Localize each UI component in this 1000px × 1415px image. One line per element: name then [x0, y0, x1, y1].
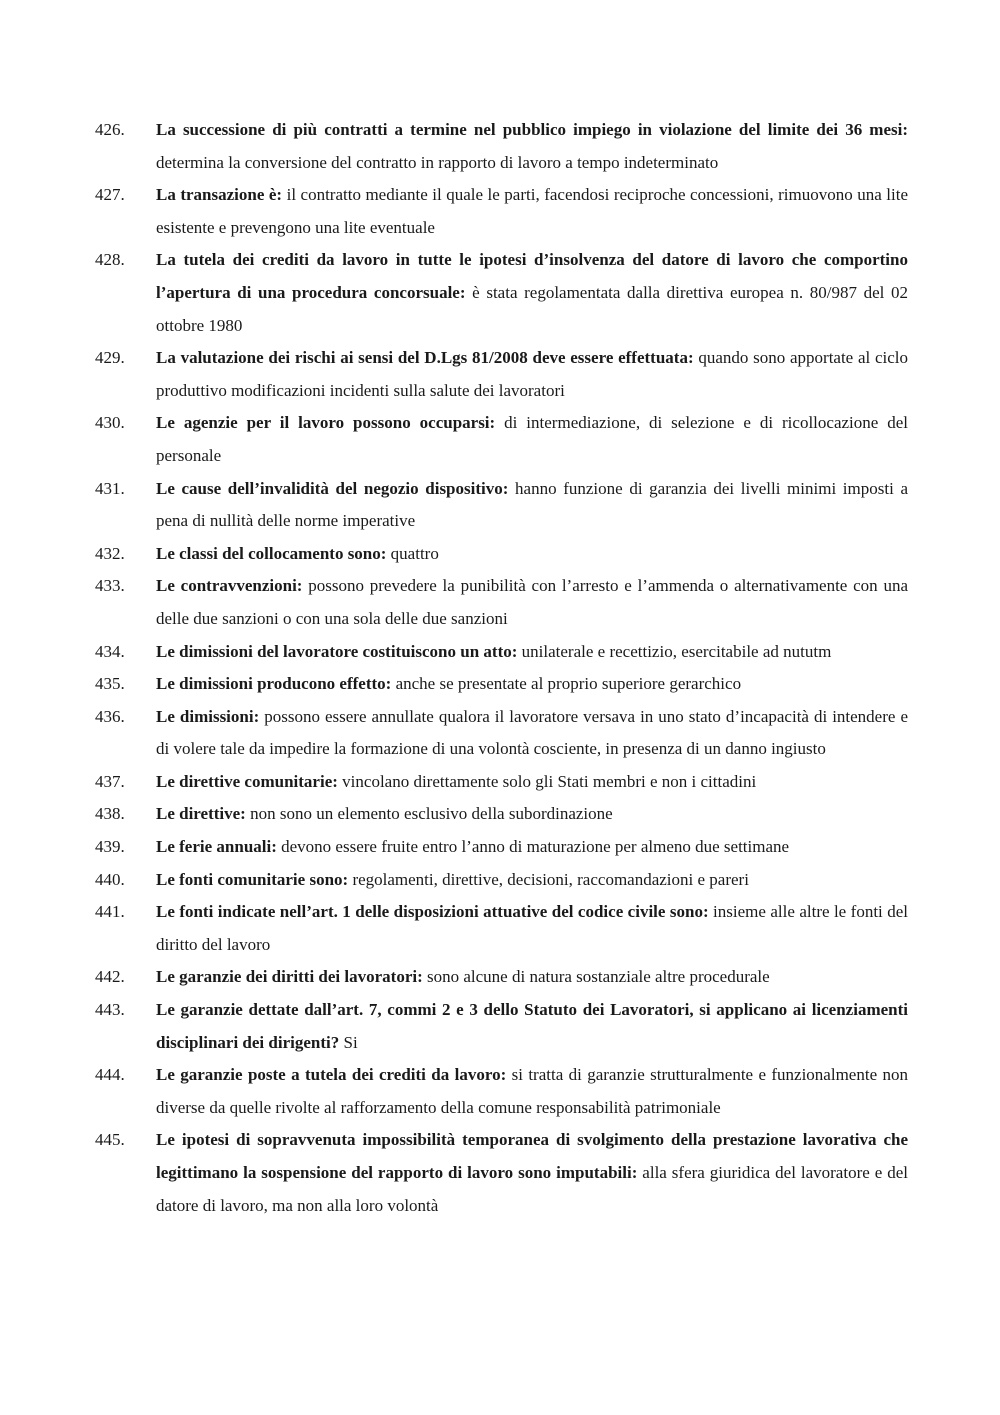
- item-question: Le garanzie poste a tutela dei crediti da lavoro:: [156, 1065, 507, 1085]
- item-number: 445.: [95, 1130, 125, 1150]
- item-number: 442.: [95, 967, 125, 987]
- item-number: 438.: [95, 804, 125, 824]
- item-question: Le garanzie dettate dall’art. 7, commi 2 e 3 dello Statuto dei Lavoratori, si applicano ai licenziamenti disciplinari dei dirigenti?: [156, 1000, 908, 1052]
- list-item: [0, 1059, 908, 1124]
- item-answer: devono essere fruite entro l’anno di maturazione per almeno due settimane: [276, 837, 790, 857]
- item-number: 432.: [95, 543, 125, 563]
- item-answer: possono prevedere la punibilità con l’arresto e l’ammenda o alternativamente con una delle due sanzioni o con una sola delle due sanzioni: [156, 576, 908, 628]
- item-answer: il contratto mediante il quale le parti, facendosi reciproche concessioni, rimuovono una lite esistente e prevengono una lite eventuale: [156, 185, 908, 237]
- item-question: Le ferie annuali:: [156, 837, 277, 857]
- item-answer: non sono un elemento esclusivo della subordinazione: [245, 804, 613, 824]
- item-answer: è stata regolamentata dalla direttiva europea n. 80/987 del 02 ottobre 1980: [156, 282, 909, 335]
- item-answer: quando sono apportate al ciclo produttivo modificazioni incidenti sulla salute dei lavoratori: [156, 348, 909, 400]
- list-item: [0, 864, 908, 897]
- item-answer: anche se presentate al proprio superiore gerarchico: [391, 674, 742, 694]
- item-number: 430.: [95, 413, 125, 433]
- list-item: [0, 570, 908, 635]
- item-number: 428.: [95, 250, 125, 270]
- item-answer: unilaterale e recettizio, esercitabile ad nututm: [517, 641, 832, 661]
- item-answer: vincolano direttamente solo gli Stati membri e non i cittadini: [337, 771, 757, 791]
- list-item: [0, 701, 908, 766]
- item-question: Le dimissioni del lavoratore costituiscono un atto:: [156, 641, 518, 661]
- list-item: [0, 407, 908, 472]
- item-question: Le fonti comunitarie sono:: [156, 869, 349, 889]
- item-question: Le garanzie dei diritti dei lavoratori:: [156, 967, 423, 987]
- item-number: 426.: [95, 120, 125, 139]
- item-number: 429.: [95, 348, 125, 368]
- item-question: La transazione è:: [156, 185, 283, 205]
- list-item: [0, 896, 908, 961]
- item-answer: alla sfera giuridica del lavoratore e del datore di lavoro, ma non alla loro volontà: [156, 1163, 908, 1215]
- list-item: [0, 244, 908, 342]
- list-item: [0, 994, 908, 1059]
- list-item: [0, 766, 908, 799]
- list-item: [0, 179, 908, 244]
- item-answer: possono essere annullate qualora il lavoratore versava in uno stato d’incapacità di intendere e di volere tale da impedire la formazione di una volontà cosciente, in presenza di un danno ingiusto: [156, 706, 908, 759]
- item-answer: insieme alle altre le fonti del diritto del lavoro: [156, 902, 908, 954]
- item-answer: sono alcune di natura sostanziale altre procedurale: [422, 967, 770, 987]
- list-item: [0, 961, 908, 994]
- item-answer: quattro: [386, 543, 439, 563]
- list-item: [0, 831, 908, 864]
- item-answer: hanno funzione di garanzia dei livelli minimi imposti a pena di nullità delle norme imperative: [156, 478, 908, 531]
- item-question: La successione di più contratti a termine nel pubblico impiego in violazione del limite dei 36 mesi:: [156, 120, 908, 139]
- item-number: 433.: [95, 576, 125, 596]
- item-question: Le agenzie per il lavoro possono occuparsi:: [156, 413, 496, 433]
- list-item: [0, 114, 908, 179]
- item-answer: determina la conversione del contratto in rapporto di lavoro a tempo indeterminato: [156, 152, 719, 172]
- item-question: La tutela dei crediti da lavoro in tutte le ipotesi d’insolvenza del datore di lavoro che comportino l’apertura di una procedura concorsuale:: [156, 250, 908, 302]
- list-item: [0, 473, 908, 538]
- list-item: [0, 798, 908, 831]
- item-question: Le classi del collocamento sono:: [156, 543, 387, 563]
- item-answer: si tratta di garanzie strutturalmente e funzionalmente non diverse da quelle rivolte al rafforzamento della comune responsabilità patrimoniale: [156, 1065, 908, 1117]
- item-number: 444.: [95, 1065, 125, 1085]
- item-question: Le direttive:: [156, 804, 246, 824]
- list-item: [0, 538, 908, 571]
- item-question: Le direttive comunitarie:: [156, 771, 338, 791]
- list-item: [0, 636, 908, 669]
- item-question: Le contravvenzioni:: [156, 576, 303, 596]
- item-number: 435.: [95, 674, 125, 694]
- list-item: [0, 1124, 908, 1222]
- item-number: 434.: [95, 641, 125, 661]
- item-number: 439.: [95, 837, 125, 857]
- item-number: 443.: [95, 1000, 125, 1020]
- item-question: Le dimissioni:: [156, 706, 260, 726]
- item-number: 427.: [95, 185, 125, 205]
- list-item: [0, 342, 908, 407]
- item-question: Le cause dell’invalidità del negozio dispositivo:: [156, 478, 509, 498]
- item-number: 441.: [95, 902, 125, 922]
- item-number: 431.: [95, 478, 125, 498]
- item-number: 436.: [95, 706, 125, 726]
- item-number: 440.: [95, 869, 125, 889]
- item-answer: Si: [339, 1032, 358, 1052]
- item-question: Le dimissioni producono effetto:: [156, 674, 392, 694]
- item-question: Le ipotesi di sopravvenuta impossibilità temporanea di svolgimento della prestazione lavorativa che legittimano la sospensione del rapporto di lavoro sono imputabili:: [156, 1130, 908, 1182]
- item-answer: di intermediazione, di selezione e di ricollocazione del personale: [156, 413, 909, 465]
- document-page: [0, 114, 1000, 1222]
- list-item: [0, 668, 908, 701]
- item-question: La valutazione dei rischi ai sensi del D.Lgs 81/2008 deve essere effettuata:: [156, 348, 694, 368]
- item-answer: regolamenti, direttive, decisioni, raccomandazioni e pareri: [348, 869, 749, 889]
- item-question: Le fonti indicate nell’art. 1 delle disposizioni attuative del codice civile sono:: [156, 902, 709, 922]
- item-number: 437.: [95, 771, 125, 791]
